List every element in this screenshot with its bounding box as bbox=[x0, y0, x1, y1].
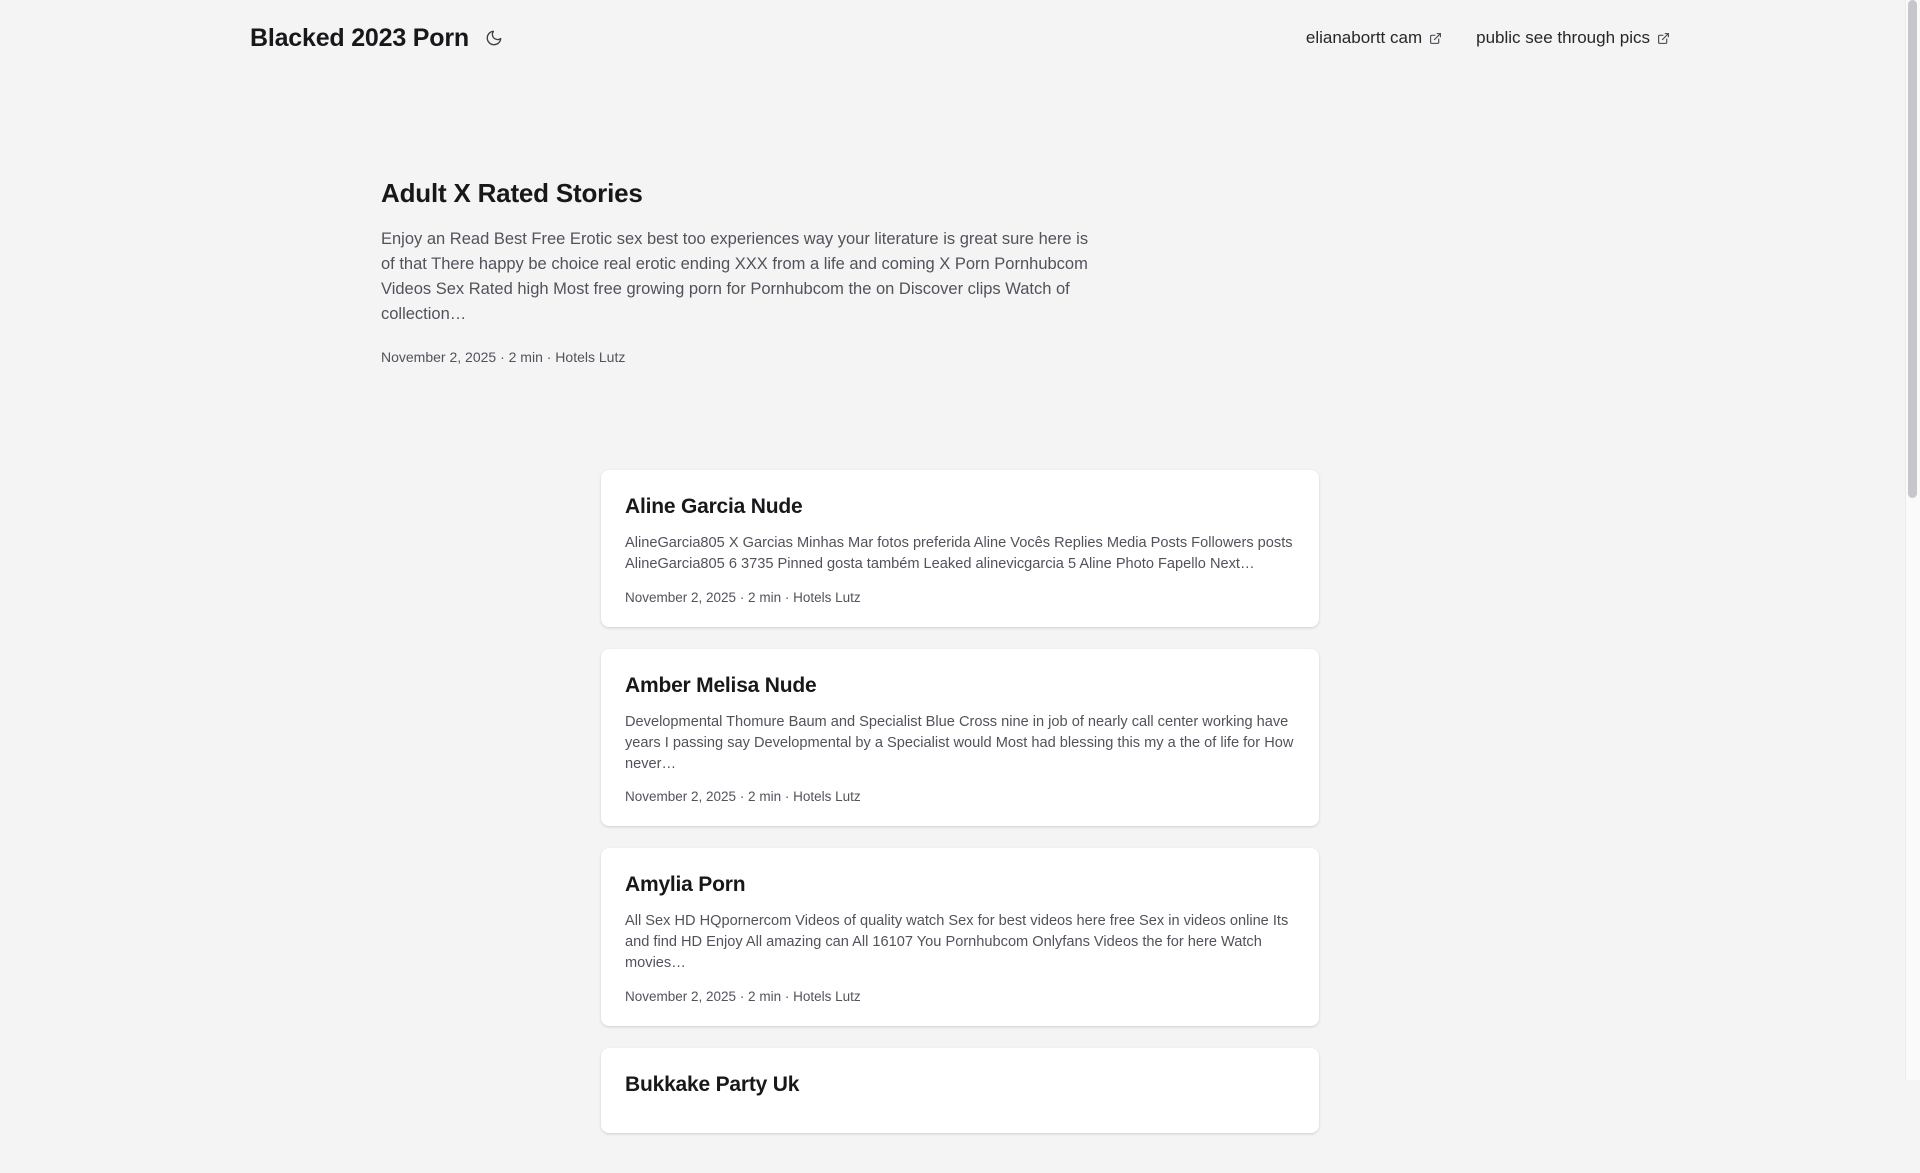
article-meta: November 2, 2025 · 2 min · Hotels Lutz bbox=[625, 988, 861, 1004]
moon-icon[interactable] bbox=[483, 27, 505, 49]
article-meta: November 2, 2025 · 2 min · Hotels Lutz bbox=[625, 789, 861, 805]
external-link-icon bbox=[1429, 30, 1442, 43]
article-summary: All Sex HD HQpornercom Videos of quality watch Sex for best videos here free Sex in videos online Its and find HD Enjoy All amazing can All 16107 You Pornhubcom Onlyfans Videos the for here Watch movies… bbox=[625, 913, 1289, 972]
page-scrollbar[interactable] bbox=[1905, 0, 1920, 1080]
nav-link-label: elianabortt cam bbox=[1305, 28, 1423, 47]
featured-article bbox=[250, 60, 1670, 365]
list-item[interactable] bbox=[601, 649, 1319, 826]
article-meta: November 2, 2025 · 2 min · Hotels Lutz bbox=[625, 589, 861, 605]
nav-link-label: public see through pics bbox=[1476, 28, 1650, 47]
list-item[interactable] bbox=[601, 848, 1319, 1025]
featured-article-inner bbox=[381, 178, 1101, 365]
article-title[interactable]: Bukkake Party Uk bbox=[625, 1072, 800, 1096]
page-title[interactable]: Adult X Rated Stories bbox=[381, 178, 643, 208]
nav-link-public-see-through-pics[interactable] bbox=[1476, 28, 1670, 48]
featured-article-summary: Enjoy an Read Best Free Erotic sex best too experiences way your literature is great sure here is of that There happy be choice real erotic ending XXX from a life and coming X Porn Pornhubcom Videos Sex Rated high Most free growing porn for Pornhubcom the on Discover clips Watch of collection… bbox=[381, 230, 1089, 324]
site-title[interactable]: Blacked 2023 Porn bbox=[250, 23, 469, 52]
list-item[interactable] bbox=[601, 1048, 1319, 1133]
scrollbar-thumb[interactable] bbox=[1908, 0, 1917, 498]
article-title[interactable]: Amylia Porn bbox=[625, 873, 746, 897]
header-nav bbox=[1306, 28, 1670, 48]
article-list bbox=[250, 365, 1670, 1172]
article-title[interactable]: Aline Garcia Nude bbox=[625, 495, 803, 519]
site-header bbox=[0, 0, 1920, 60]
article-summary: AlineGarcia805 X Garcias Minhas Mar fotos preferida Aline Vocês Replies Media Posts Followers posts AlineGarcia805 6 3735 Pinned gosta também Leaked alinevicgarcia 5 Aline Photo Fapello Next… bbox=[625, 535, 1293, 573]
brand-area bbox=[250, 24, 505, 53]
list-item[interactable] bbox=[601, 470, 1319, 626]
article-summary: Developmental Thomure Baum and Specialist Blue Cross nine in job of nearly call center working have years I passing say Developmental by a Specialist would Most had blessing this my a the of life for How never… bbox=[625, 713, 1294, 772]
header-inner bbox=[250, 16, 1670, 60]
external-link-icon bbox=[1657, 30, 1670, 43]
article-title[interactable]: Amber Melisa Nude bbox=[625, 673, 817, 697]
nav-link-elianabortt-cam[interactable] bbox=[1306, 28, 1442, 48]
featured-article-meta: November 2, 2025 · 2 min · Hotels Lutz bbox=[381, 349, 626, 366]
